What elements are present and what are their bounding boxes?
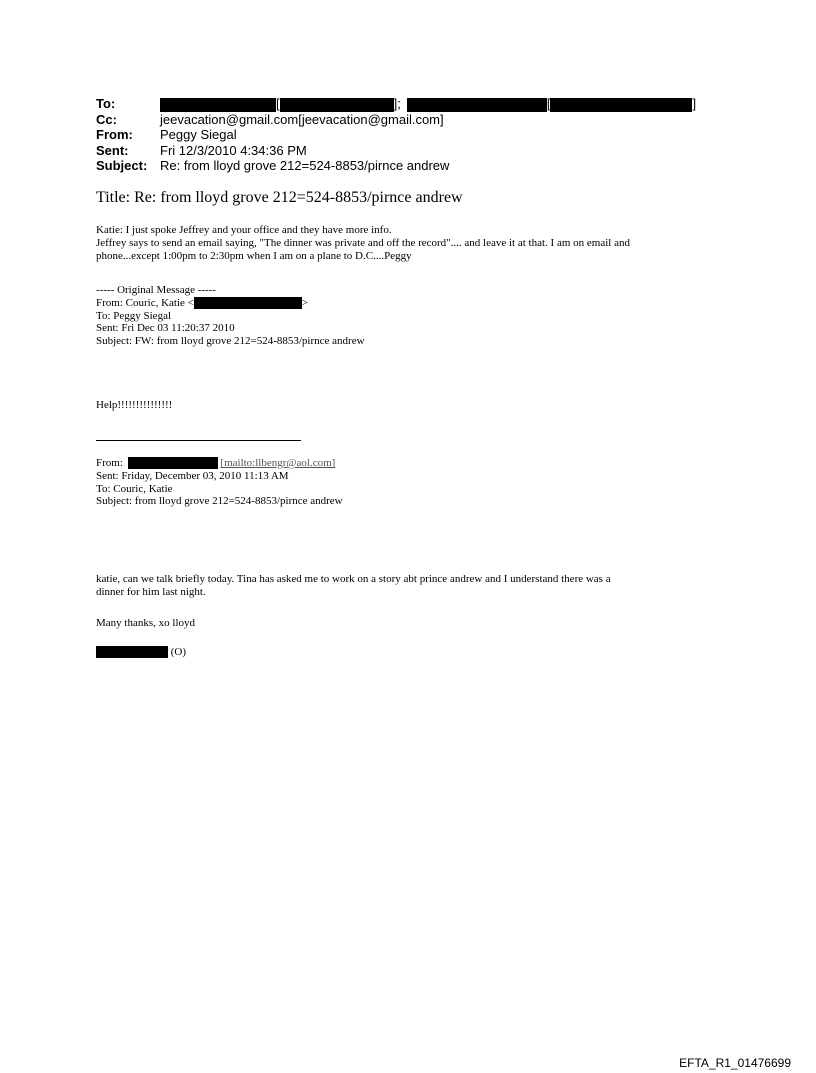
cc-value: jeevacation@gmail.com[jeevacation@gmail.com] xyxy=(160,111,444,127)
original-to: To: Peggy Siegal xyxy=(96,309,172,322)
subject-value: Re: from lloyd grove 212=524-8853/pirnce andrew xyxy=(160,158,450,173)
reply-line: phone...except 1:00pm to 2:30pm when I am on a plane to D.C....Peggy xyxy=(96,249,412,262)
forwarded-subject: Subject: from lloyd grove 212=524-8853/pirnce andrew xyxy=(96,495,343,508)
original-divider: ----- Original Message ----- xyxy=(96,284,217,296)
separator-line xyxy=(96,440,301,441)
forwarded-message xyxy=(96,457,343,508)
redaction-block xyxy=(96,646,168,658)
redaction-block xyxy=(407,98,547,112)
to-label: To: xyxy=(96,96,116,111)
mailto-link[interactable]: [mailto:llbengr@aol.com] xyxy=(220,457,336,469)
original-message xyxy=(96,284,365,348)
original-subject: Subject: FW: from lloyd grove 212=524-8853/pirnce andrew xyxy=(96,335,365,348)
sent-label: Sent: xyxy=(96,142,129,158)
forwarded-sent: Sent: Friday, December 03, 2010 11:13 AM xyxy=(96,469,289,482)
signoff: Many thanks, xo lloyd xyxy=(96,617,195,629)
reply-body xyxy=(96,224,630,262)
document-title: Title: Re: from lloyd grove 212=524-8853/pirnce andrew xyxy=(96,189,463,206)
from-label: From: xyxy=(96,127,133,142)
redaction-block xyxy=(194,297,302,309)
bracket: ] xyxy=(692,96,697,111)
document-id: EFTA_R1_01476699 xyxy=(679,1056,791,1070)
original-from: From: Couric, Katie < > xyxy=(96,296,309,309)
sent-value: Fri 12/3/2010 4:34:36 PM xyxy=(160,142,307,158)
from-value: Peggy Siegal xyxy=(160,127,237,142)
body-line: dinner for him last night. xyxy=(96,585,206,598)
forwarded-to: To: Couric, Katie xyxy=(96,482,173,495)
redaction-block xyxy=(280,98,394,112)
bracket: [ xyxy=(546,96,551,111)
reply-line: Jeffrey says to send an email saying, "The dinner was private and off the record".... and leave it at that. I am on email and xyxy=(96,236,630,249)
to-value xyxy=(160,96,696,112)
body-line: katie, can we talk briefly today. Tina has asked me to work on a story abt prince andrew and I understand there was a xyxy=(96,573,611,585)
cc-label: Cc: xyxy=(96,111,117,127)
redaction-block xyxy=(128,457,218,469)
separator: ]; xyxy=(393,96,401,111)
forwarded-from: From: [mailto:llbengr@aol.com] xyxy=(96,457,336,469)
subject-label: Subject: xyxy=(96,158,148,173)
bracket: [ xyxy=(276,96,280,111)
redaction-block xyxy=(550,98,692,112)
reply-line: Katie: I just spoke Jeffrey and your office and they have more info. xyxy=(96,224,392,236)
help-text: Help!!!!!!!!!!!!!!! xyxy=(96,399,173,411)
phone-line: (O) xyxy=(96,646,186,659)
original-sent: Sent: Fri Dec 03 11:20:37 2010 xyxy=(96,322,235,335)
message-body xyxy=(96,573,611,599)
redaction-block xyxy=(160,98,276,112)
